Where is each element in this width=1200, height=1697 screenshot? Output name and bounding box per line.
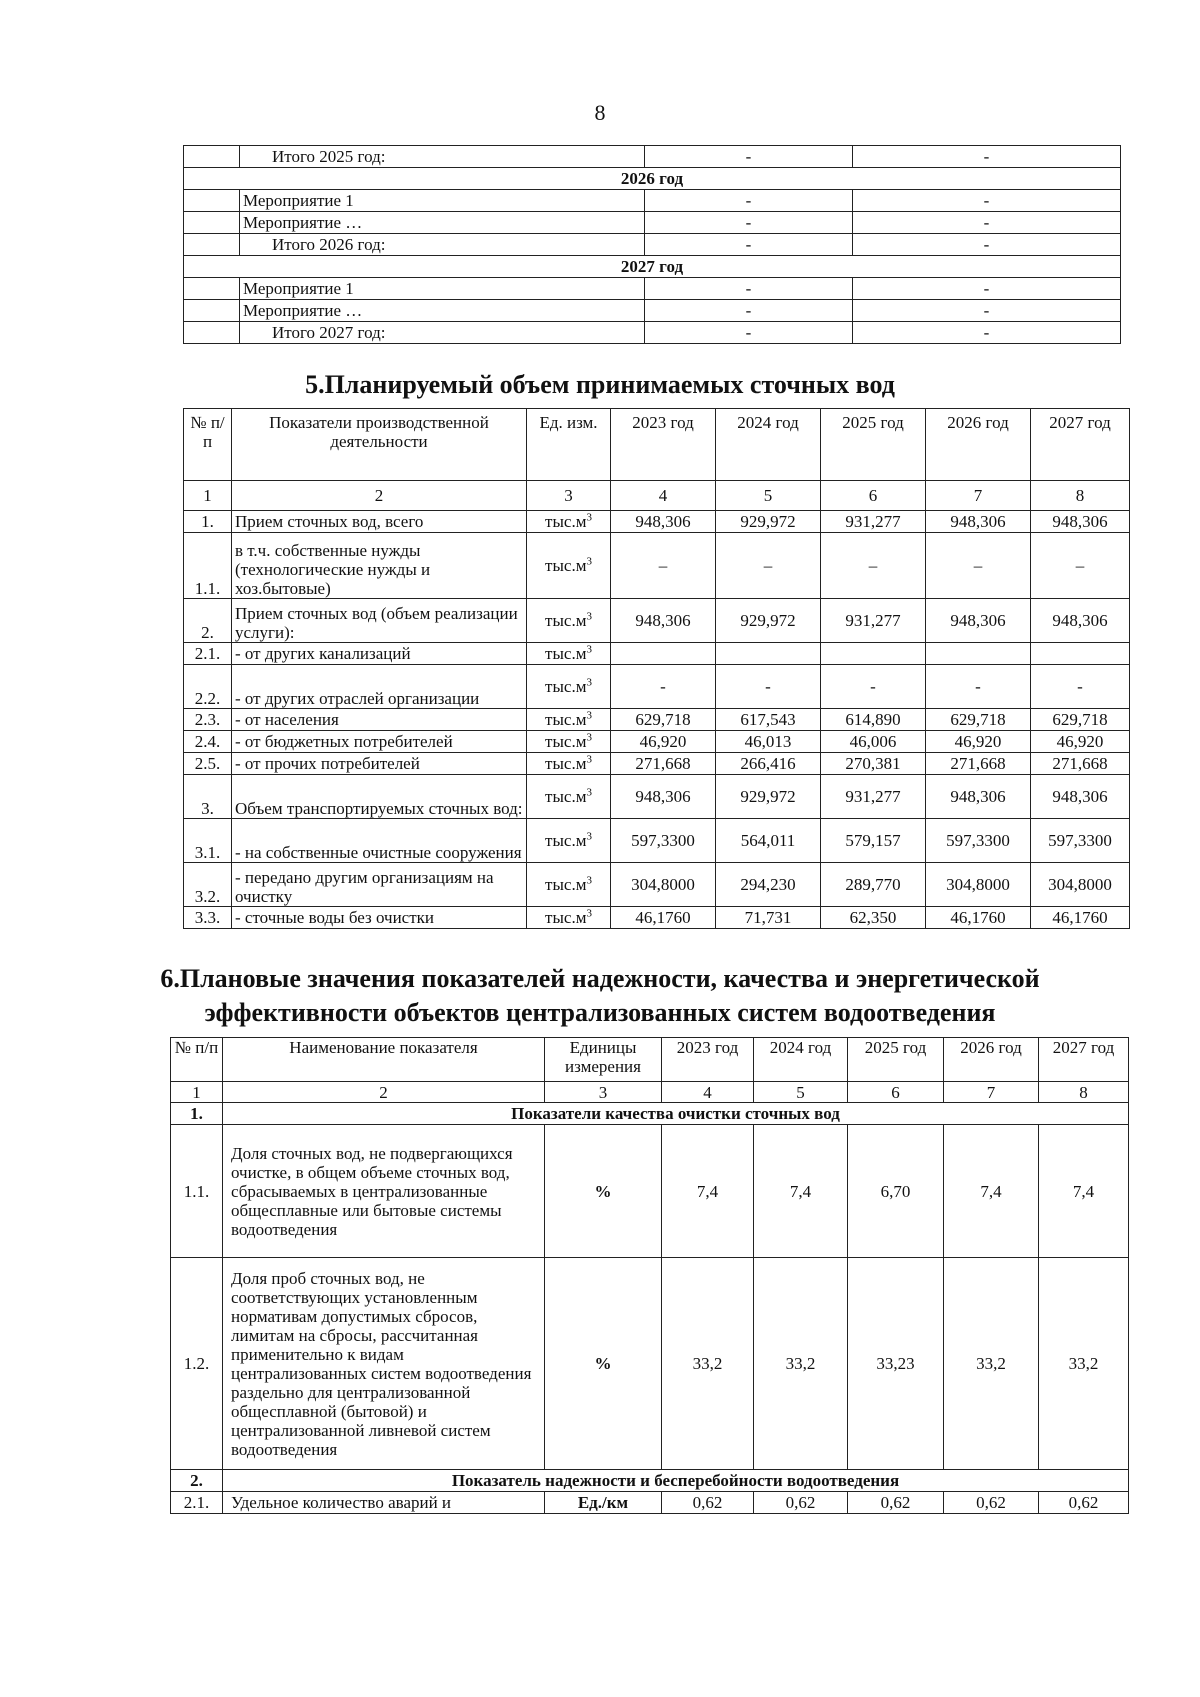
value-cell [926, 643, 1031, 665]
value-cell: 271,668 [611, 753, 716, 775]
data-row [184, 907, 1130, 929]
indicator-row [171, 1258, 1129, 1470]
column-number: 4 [662, 1082, 754, 1103]
unit-text: тыс.м [545, 556, 587, 575]
column-number: 1 [184, 481, 232, 511]
column-header: 2027 год [1039, 1038, 1129, 1082]
row-number-cell [184, 212, 240, 234]
value-cell: – [1031, 533, 1130, 599]
value-cell: 6,70 [848, 1125, 944, 1258]
value-cell: - [645, 190, 853, 212]
row-number: 2.1. [184, 643, 232, 665]
row-number: 3.1. [184, 819, 232, 863]
column-header: 2023 год [662, 1038, 754, 1082]
unit-cell [527, 665, 611, 709]
indicator-name: - на собственные очистные сооружения [232, 819, 527, 863]
unit-superscript: 3 [586, 555, 592, 568]
unit-cell [527, 819, 611, 863]
value-cell: 289,770 [821, 863, 926, 907]
group-number: 1. [171, 1103, 223, 1125]
header-row [171, 1038, 1129, 1082]
unit-cell: Ед./км [545, 1492, 662, 1514]
value-cell: 948,306 [1031, 511, 1130, 533]
value-cell: 46,1760 [611, 907, 716, 929]
indicator-name: Прием сточных вод (объем реализации услуги): [232, 599, 527, 643]
unit-cell [527, 709, 611, 731]
value-cell: 948,306 [926, 775, 1031, 819]
value-cell: 271,668 [1031, 753, 1130, 775]
unit-text: тыс.м [545, 732, 587, 751]
value-cell: 7,4 [944, 1125, 1039, 1258]
row-number: 2.4. [184, 731, 232, 753]
value-cell: 46,920 [1031, 731, 1130, 753]
unit-cell: % [545, 1258, 662, 1470]
column-number-row [184, 481, 1130, 511]
unit-text: тыс.м [545, 710, 587, 729]
value-cell: 33,2 [662, 1258, 754, 1470]
row-number: 3. [184, 775, 232, 819]
unit-cell [527, 511, 611, 533]
indicator-row [171, 1492, 1129, 1514]
value-cell: - [645, 322, 853, 344]
column-header: 2023 год [611, 409, 716, 481]
value-cell: 931,277 [821, 599, 926, 643]
value-cell: 617,543 [716, 709, 821, 731]
value-cell: 7,4 [662, 1125, 754, 1258]
column-header: 2025 год [848, 1038, 944, 1082]
indicator-name: - от других канализаций [232, 643, 527, 665]
unit-cell [527, 599, 611, 643]
top-table-row [184, 146, 1121, 168]
value-cell: 270,381 [821, 753, 926, 775]
column-number: 4 [611, 481, 716, 511]
value-cell: 33,2 [754, 1258, 848, 1470]
value-cell: - [611, 665, 716, 709]
row-number-cell [184, 278, 240, 300]
value-cell: - [853, 190, 1121, 212]
value-cell: – [926, 533, 1031, 599]
value-cell: 46,006 [821, 731, 926, 753]
activity-label: Мероприятие … [240, 300, 645, 322]
value-cell: 948,306 [611, 511, 716, 533]
value-cell: 71,731 [716, 907, 821, 929]
indicator-name: - от бюджетных потребителей [232, 731, 527, 753]
value-cell: 948,306 [611, 775, 716, 819]
value-cell: 0,62 [848, 1492, 944, 1514]
value-cell: – [821, 533, 926, 599]
data-row [184, 819, 1130, 863]
row-number-cell [184, 300, 240, 322]
wastewater-volume-table [183, 408, 1130, 929]
column-number: 2 [223, 1082, 545, 1103]
unit-superscript: 3 [586, 709, 592, 722]
group-number: 2. [171, 1470, 223, 1492]
column-number: 1 [171, 1082, 223, 1103]
indicator-name: Доля проб сточных вод, не соответствующих установленным нормативам допустимых сбросов, лимитам на сбросы, рассчитанная применительно к видам централизованных систем водоотведения раздельно для централизованной общесплавной (бытовой) и централизованной ливневой систем водоотведения [223, 1258, 545, 1470]
value-cell: 0,62 [1039, 1492, 1129, 1514]
unit-cell [527, 863, 611, 907]
row-number: 2.1. [171, 1492, 223, 1514]
column-number: 7 [944, 1082, 1039, 1103]
value-cell: - [645, 212, 853, 234]
column-number: 6 [821, 481, 926, 511]
column-header: 2026 год [926, 409, 1031, 481]
unit-superscript: 3 [586, 731, 592, 744]
row-number-cell [184, 190, 240, 212]
value-cell: 564,011 [716, 819, 821, 863]
column-header: Единицы измерения [545, 1038, 662, 1082]
value-cell: 948,306 [926, 511, 1031, 533]
indicator-name: - от прочих потребителей [232, 753, 527, 775]
value-cell: 33,23 [848, 1258, 944, 1470]
unit-superscript: 3 [586, 511, 592, 524]
row-number: 2. [184, 599, 232, 643]
value-cell: 304,8000 [1031, 863, 1130, 907]
data-row [184, 709, 1130, 731]
unit-text: тыс.м [545, 677, 587, 696]
top-table-row [184, 190, 1121, 212]
value-cell: – [611, 533, 716, 599]
value-cell: 33,2 [1039, 1258, 1129, 1470]
value-cell: 948,306 [611, 599, 716, 643]
unit-text: тыс.м [545, 908, 587, 927]
unit-cell [527, 643, 611, 665]
value-cell: 7,4 [754, 1125, 848, 1258]
column-header: Наименование показателя [223, 1038, 545, 1082]
value-cell: 0,62 [662, 1492, 754, 1514]
unit-superscript: 3 [586, 676, 592, 689]
row-number: 1. [184, 511, 232, 533]
indicator-name: Удельное количество аварий и [223, 1492, 545, 1514]
value-cell: - [853, 146, 1121, 168]
column-header: 2025 год [821, 409, 926, 481]
column-number: 6 [848, 1082, 944, 1103]
header-row [184, 409, 1130, 481]
row-number: 3.3. [184, 907, 232, 929]
value-cell: 948,306 [1031, 599, 1130, 643]
unit-cell [527, 907, 611, 929]
column-header: 2024 год [754, 1038, 848, 1082]
activity-label: Мероприятие … [240, 212, 645, 234]
top-table-row [184, 300, 1121, 322]
value-cell: 0,62 [944, 1492, 1039, 1514]
column-number: 3 [527, 481, 611, 511]
indicator-name: - от других отраслей организации [232, 665, 527, 709]
column-header: № п/п [171, 1038, 223, 1082]
indicator-name: - от населения [232, 709, 527, 731]
value-cell [716, 643, 821, 665]
indicator-name: Доля сточных вод, не подвергающихся очистке, в общем объеме сточных вод, сбрасываемых в централизованные общесплавные или бытовые системы водоотведения [223, 1125, 545, 1258]
performance-indicators-table [170, 1037, 1129, 1514]
value-cell: 929,972 [716, 511, 821, 533]
row-number: 2.2. [184, 665, 232, 709]
row-number: 1.2. [171, 1258, 223, 1470]
value-cell: 0,62 [754, 1492, 848, 1514]
unit-text: тыс.м [545, 644, 587, 663]
value-cell: - [853, 322, 1121, 344]
unit-text: тыс.м [545, 831, 587, 850]
value-cell: – [716, 533, 821, 599]
unit-text: тыс.м [545, 754, 587, 773]
indicator-name: Объем транспортируемых сточных вод: [232, 775, 527, 819]
unit-cell [527, 533, 611, 599]
value-cell: - [645, 234, 853, 256]
indicator-name: в т.ч. собственные нужды (технологические нужды и хоз.бытовые) [232, 533, 527, 599]
top-table-row [184, 322, 1121, 344]
value-cell: - [821, 665, 926, 709]
unit-text: тыс.м [545, 512, 587, 531]
data-row [184, 731, 1130, 753]
unit-superscript: 3 [586, 830, 592, 843]
value-cell: - [645, 146, 853, 168]
unit-superscript: 3 [586, 610, 592, 623]
top-table-row [184, 212, 1121, 234]
total-label: Итого 2027 год: [240, 322, 645, 344]
top-activities-table [183, 145, 1121, 344]
top-table-row [184, 278, 1121, 300]
data-row [184, 863, 1130, 907]
column-header: 2024 год [716, 409, 821, 481]
value-cell: 597,3300 [611, 819, 716, 863]
data-row [184, 599, 1130, 643]
data-row [184, 775, 1130, 819]
column-number: 8 [1031, 481, 1130, 511]
value-cell: 948,306 [926, 599, 1031, 643]
row-number: 3.2. [184, 863, 232, 907]
unit-cell [527, 775, 611, 819]
column-number: 7 [926, 481, 1031, 511]
data-row [184, 643, 1130, 665]
total-label: Итого 2026 год: [240, 234, 645, 256]
unit-superscript: 3 [586, 643, 592, 656]
value-cell [821, 643, 926, 665]
value-cell: 266,416 [716, 753, 821, 775]
section5-title: 5.Планируемый объем принимаемых сточных вод [305, 370, 895, 399]
group-row [171, 1470, 1129, 1492]
year-header: 2026 год [184, 168, 1121, 190]
value-cell: 629,718 [926, 709, 1031, 731]
group-label: Показатели качества очистки сточных вод [223, 1103, 1129, 1125]
group-label: Показатель надежности и бесперебойности водоотведения [223, 1470, 1129, 1492]
row-number-cell [184, 322, 240, 344]
unit-superscript: 3 [586, 907, 592, 920]
activity-label: Мероприятие 1 [240, 278, 645, 300]
value-cell: - [645, 300, 853, 322]
value-cell: 948,306 [1031, 775, 1130, 819]
value-cell: 271,668 [926, 753, 1031, 775]
data-row [184, 665, 1130, 709]
indicator-name: - сточные воды без очистки [232, 907, 527, 929]
column-number: 8 [1039, 1082, 1129, 1103]
year-header: 2027 год [184, 256, 1121, 278]
value-cell: - [853, 278, 1121, 300]
value-cell: 46,1760 [926, 907, 1031, 929]
data-row [184, 533, 1130, 599]
row-number-cell [184, 234, 240, 256]
value-cell: - [853, 300, 1121, 322]
top-table-row [184, 256, 1121, 278]
total-label: Итого 2025 год: [240, 146, 645, 168]
value-cell: 931,277 [821, 775, 926, 819]
value-cell: 931,277 [821, 511, 926, 533]
page-number: 8 [594, 100, 606, 125]
value-cell [1031, 643, 1130, 665]
value-cell: 62,350 [821, 907, 926, 929]
unit-text: тыс.м [545, 611, 587, 630]
value-cell: 33,2 [944, 1258, 1039, 1470]
row-number: 1.1. [171, 1125, 223, 1258]
data-row [184, 511, 1130, 533]
value-cell: 597,3300 [926, 819, 1031, 863]
section6-title-line1: 6.Плановые значения показателей надежности, качества и энергетической [160, 964, 1040, 993]
column-header: Показатели производственной деятельности [232, 409, 527, 481]
indicator-name: - передано другим организациям на очистку [232, 863, 527, 907]
data-row [184, 753, 1130, 775]
row-number: 1.1. [184, 533, 232, 599]
value-cell: 7,4 [1039, 1125, 1129, 1258]
unit-cell [527, 753, 611, 775]
activity-label: Мероприятие 1 [240, 190, 645, 212]
value-cell: 294,230 [716, 863, 821, 907]
value-cell: - [1031, 665, 1130, 709]
value-cell: - [645, 278, 853, 300]
row-number: 2.5. [184, 753, 232, 775]
column-number: 5 [754, 1082, 848, 1103]
value-cell: 614,890 [821, 709, 926, 731]
value-cell: 304,8000 [926, 863, 1031, 907]
value-cell: - [853, 234, 1121, 256]
unit-cell: % [545, 1125, 662, 1258]
unit-cell [527, 731, 611, 753]
column-number: 2 [232, 481, 527, 511]
row-number-cell [184, 146, 240, 168]
value-cell: 46,1760 [1031, 907, 1130, 929]
column-header: Ед. изм. [527, 409, 611, 481]
unit-superscript: 3 [586, 874, 592, 887]
unit-superscript: 3 [586, 786, 592, 799]
column-number: 3 [545, 1082, 662, 1103]
top-table-row [184, 168, 1121, 190]
value-cell: 597,3300 [1031, 819, 1130, 863]
value-cell: 629,718 [1031, 709, 1130, 731]
value-cell: 46,013 [716, 731, 821, 753]
value-cell: 46,920 [611, 731, 716, 753]
column-header: 2026 год [944, 1038, 1039, 1082]
indicator-row [171, 1125, 1129, 1258]
value-cell: 929,972 [716, 599, 821, 643]
unit-superscript: 3 [586, 753, 592, 766]
unit-text: тыс.м [545, 787, 587, 806]
column-number: 5 [716, 481, 821, 511]
value-cell: 46,920 [926, 731, 1031, 753]
group-row [171, 1103, 1129, 1125]
value-cell: 629,718 [611, 709, 716, 731]
column-header: № п/п [184, 409, 232, 481]
value-cell: 579,157 [821, 819, 926, 863]
unit-text: тыс.м [545, 875, 587, 894]
column-number-row [171, 1082, 1129, 1103]
top-table-row [184, 234, 1121, 256]
value-cell: 929,972 [716, 775, 821, 819]
value-cell [611, 643, 716, 665]
indicator-name: Прием сточных вод, всего [232, 511, 527, 533]
value-cell: - [926, 665, 1031, 709]
row-number: 2.3. [184, 709, 232, 731]
value-cell: - [853, 212, 1121, 234]
column-header: 2027 год [1031, 409, 1130, 481]
value-cell: 304,8000 [611, 863, 716, 907]
section6-title-line2: эффективности объектов централизованных систем водоотведения [204, 998, 996, 1027]
value-cell: - [716, 665, 821, 709]
